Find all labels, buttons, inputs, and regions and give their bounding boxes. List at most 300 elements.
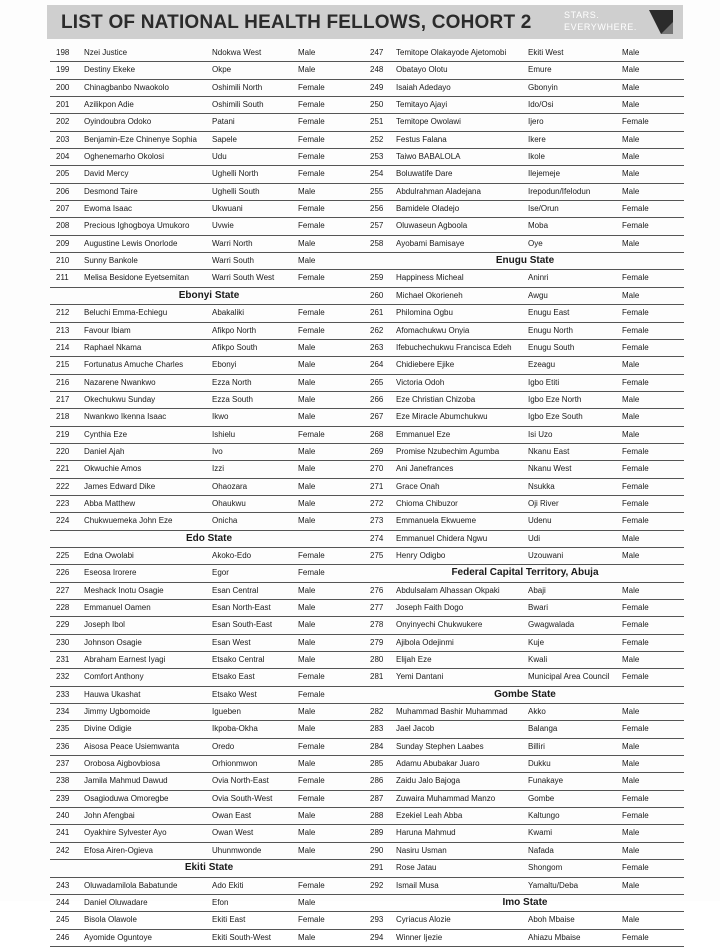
fellow-gender: Female bbox=[622, 793, 649, 803]
fellow-lga: Udenu bbox=[528, 516, 552, 526]
fellow-number: 256 bbox=[370, 204, 384, 214]
fellow-name: Victoria Odoh bbox=[396, 377, 445, 387]
fellow-lga: Kaltungo bbox=[528, 811, 560, 821]
fellow-name: Orobosa Aigbovbiosa bbox=[84, 759, 161, 769]
fellow-gender: Male bbox=[298, 655, 316, 665]
state-section-heading bbox=[366, 895, 684, 912]
fellow-lga: Udu bbox=[212, 152, 227, 162]
fellow-number: 239 bbox=[56, 793, 70, 803]
fellow-number: 282 bbox=[370, 707, 384, 717]
fellow-row bbox=[50, 270, 368, 287]
fellow-name: Obatayo Olotu bbox=[396, 65, 448, 75]
fellow-name: Osagioduwa Omoregbe bbox=[84, 793, 169, 803]
fellow-name: Raphael Nkama bbox=[84, 342, 142, 352]
fellow-number: 199 bbox=[56, 65, 70, 75]
fellow-row bbox=[50, 253, 368, 270]
fellow-name: Muhammad Bashir Muhammad bbox=[396, 707, 508, 717]
fellow-number: 253 bbox=[370, 152, 384, 162]
fellow-row bbox=[366, 531, 684, 548]
fellow-gender: Female bbox=[622, 498, 649, 508]
fellow-number: 276 bbox=[370, 585, 384, 595]
fellow-lga: Oji River bbox=[528, 498, 559, 508]
fellow-gender: Male bbox=[622, 394, 640, 404]
fellow-gender: Male bbox=[298, 811, 316, 821]
fellow-number: 236 bbox=[56, 741, 70, 751]
fellow-name: Zaidu Jalo Bajoga bbox=[396, 776, 461, 786]
fellow-name: Emmanuel Oamen bbox=[84, 603, 151, 612]
fellow-lga: Dukku bbox=[528, 759, 551, 769]
fellow-number: 243 bbox=[56, 880, 70, 890]
fellow-gender: Male bbox=[298, 516, 316, 526]
fellow-lga: Igbo Eze South bbox=[528, 412, 583, 422]
fellow-gender: Female bbox=[298, 308, 325, 318]
fellow-row bbox=[366, 843, 684, 860]
fellow-row bbox=[366, 97, 684, 114]
fellow-number: 292 bbox=[370, 880, 384, 890]
fellow-gender: Male bbox=[298, 603, 316, 612]
fellow-lga: Ndokwa West bbox=[212, 48, 262, 57]
fellow-name: Efosa Airen-Ogieva bbox=[84, 845, 153, 855]
fellow-number: 201 bbox=[56, 100, 70, 110]
fellow-number: 280 bbox=[370, 655, 384, 665]
fellow-name: Nazarene Nwankwo bbox=[84, 377, 156, 387]
fellow-lga: Oredo bbox=[212, 741, 235, 751]
fellow-lga: Ekiti South-West bbox=[212, 932, 271, 942]
fellow-lga: Igbo Eze North bbox=[528, 394, 582, 404]
fellow-row bbox=[50, 652, 368, 669]
fellow-row bbox=[366, 808, 684, 825]
fellow-number: 251 bbox=[370, 117, 384, 127]
fellow-gender: Female bbox=[298, 117, 325, 127]
fellow-name: Promise Nzubechim Agumba bbox=[396, 446, 500, 456]
fellow-name: Sunny Bankole bbox=[84, 256, 138, 266]
fellow-gender: Male bbox=[622, 134, 640, 144]
fellow-row bbox=[50, 773, 368, 790]
fellow-name: Emmanuela Ekwueme bbox=[396, 516, 477, 526]
fellow-lga: Onicha bbox=[212, 516, 238, 526]
fellow-row bbox=[50, 548, 368, 565]
fellow-lga: Ohaukwu bbox=[212, 498, 246, 508]
fellow-row bbox=[366, 704, 684, 721]
fellow-name: Azilikpon Adie bbox=[84, 100, 134, 110]
fellow-row bbox=[50, 323, 368, 340]
fellow-name: Comfort Anthony bbox=[84, 672, 144, 682]
fellow-number: 230 bbox=[56, 637, 70, 647]
state-section-heading bbox=[50, 288, 368, 305]
fellow-name: Oluwaseun Agboola bbox=[396, 221, 468, 231]
fellow-gender: Female bbox=[298, 134, 325, 144]
fellow-name: Taiwo BABALOLA bbox=[396, 152, 461, 162]
fellow-gender: Female bbox=[622, 464, 649, 474]
fellow-lga: Ovia North-East bbox=[212, 776, 269, 786]
fellow-number: 254 bbox=[370, 169, 384, 179]
fellow-number: 218 bbox=[56, 412, 70, 422]
fellow-lga: Afikpo South bbox=[212, 342, 258, 352]
fellow-row bbox=[366, 930, 684, 947]
fellow-gender: Male bbox=[622, 48, 640, 57]
fellow-name: John Afengbai bbox=[84, 811, 135, 821]
fellow-gender: Female bbox=[298, 568, 325, 578]
fellow-row bbox=[50, 45, 368, 62]
fellow-row bbox=[50, 166, 368, 183]
fellow-lga: Izzi bbox=[212, 464, 224, 474]
fellow-gender: Male bbox=[622, 915, 640, 925]
fellow-gender: Male bbox=[298, 65, 316, 75]
fellow-name: Fortunatus Amuche Charles bbox=[84, 360, 184, 370]
fellow-lga: Ikpoba-Okha bbox=[212, 724, 258, 734]
fellow-row bbox=[50, 409, 368, 426]
fellow-number: 263 bbox=[370, 342, 384, 352]
fellow-row bbox=[366, 201, 684, 218]
fellow-gender: Male bbox=[622, 82, 640, 92]
fellow-name: Abdulsalam Alhassan Okpaki bbox=[396, 585, 500, 595]
fellow-gender: Female bbox=[298, 550, 325, 560]
fellow-row bbox=[50, 114, 368, 131]
fellow-gender: Male bbox=[622, 533, 640, 543]
fellow-row bbox=[366, 617, 684, 634]
fellow-name: Boluwatife Dare bbox=[396, 169, 453, 179]
fellow-gender: Female bbox=[622, 342, 649, 352]
fellow-number: 214 bbox=[56, 342, 70, 352]
fellow-lga: Oshimili North bbox=[212, 82, 263, 92]
fellow-number: 210 bbox=[56, 256, 70, 266]
fellow-gender: Male bbox=[298, 186, 316, 196]
fellow-number: 216 bbox=[56, 377, 70, 387]
fellow-gender: Male bbox=[622, 169, 640, 179]
fellow-number: 255 bbox=[370, 186, 384, 196]
fellow-lga: Ovia South-West bbox=[212, 793, 273, 803]
fellow-name: Eze Christian Chizoba bbox=[396, 394, 476, 404]
fellow-lga: Billiri bbox=[528, 741, 545, 751]
fellow-row bbox=[50, 617, 368, 634]
fellow-lga: Ijero bbox=[528, 117, 544, 127]
fellow-number: 283 bbox=[370, 724, 384, 734]
fellow-number: 266 bbox=[370, 394, 384, 404]
fellow-row bbox=[366, 773, 684, 790]
fellow-lga: Akoko-Edo bbox=[212, 550, 252, 560]
fellow-gender: Female bbox=[298, 429, 325, 439]
fellow-gender: Female bbox=[298, 204, 325, 214]
fellow-name: Chidiebere Ejike bbox=[396, 360, 455, 370]
fellow-name: Temitope Owolawi bbox=[396, 117, 461, 127]
fellow-gender: Female bbox=[622, 204, 649, 214]
fellow-name: Chinagbanbo Nwaokolo bbox=[84, 82, 169, 92]
fellow-lga: Oye bbox=[528, 238, 543, 248]
fellow-gender: Male bbox=[298, 377, 316, 387]
fellow-number: 205 bbox=[56, 169, 70, 179]
fellow-lga: Kuje bbox=[528, 637, 545, 647]
fellow-name: Jael Jacob bbox=[396, 724, 435, 734]
fellow-row bbox=[50, 895, 368, 912]
fellow-gender: Male bbox=[622, 429, 640, 439]
fellow-lga: Uhunmwonde bbox=[212, 845, 262, 855]
fellow-name: Sunday Stephen Laabes bbox=[396, 741, 484, 751]
fellow-row bbox=[50, 739, 368, 756]
fellow-gender: Female bbox=[298, 221, 325, 231]
fellow-number: 277 bbox=[370, 603, 384, 612]
state-name: Federal Capital Territory, Abuja bbox=[451, 567, 599, 579]
fellow-row bbox=[50, 149, 368, 166]
fellow-name: Abdulrahman Aladejana bbox=[396, 186, 481, 196]
fellow-row bbox=[366, 496, 684, 513]
fellow-row bbox=[50, 132, 368, 149]
fellow-lga: Ohaozara bbox=[212, 481, 248, 491]
fellow-name: David Mercy bbox=[84, 169, 129, 179]
fellow-name: Oghenemarho Okolosi bbox=[84, 152, 165, 162]
fellow-name: Ewoma Isaac bbox=[84, 204, 133, 214]
state-section-heading bbox=[366, 253, 684, 270]
fellow-row bbox=[366, 600, 684, 617]
fellow-number: 274 bbox=[370, 533, 384, 543]
fellow-gender: Male bbox=[622, 585, 640, 595]
fellow-row bbox=[50, 305, 368, 322]
fellows-list-right bbox=[366, 45, 684, 947]
fellow-number: 265 bbox=[370, 377, 384, 387]
fellow-lga: Aninri bbox=[528, 273, 549, 283]
fellow-gender: Male bbox=[298, 637, 316, 647]
fellow-name: Joseph Faith Dogo bbox=[396, 603, 464, 612]
fellow-row bbox=[50, 62, 368, 79]
fellow-number: 249 bbox=[370, 82, 384, 92]
fellow-gender: Male bbox=[622, 845, 640, 855]
fellow-gender: Male bbox=[298, 759, 316, 769]
fellow-row bbox=[50, 340, 368, 357]
fellow-name: Bamidele Oladejo bbox=[396, 204, 460, 214]
fellow-gender: Female bbox=[622, 724, 649, 734]
fellow-number: 286 bbox=[370, 776, 384, 786]
fellow-lga: Ikwo bbox=[212, 412, 229, 422]
fellow-lga: Afikpo North bbox=[212, 325, 257, 335]
fellow-name: Happiness Micheal bbox=[396, 273, 464, 283]
fellow-row bbox=[50, 843, 368, 860]
fellow-gender: Male bbox=[622, 828, 640, 838]
fellow-row bbox=[50, 721, 368, 738]
fellow-row bbox=[366, 461, 684, 478]
fellow-gender: Female bbox=[298, 82, 325, 92]
fellow-number: 279 bbox=[370, 637, 384, 647]
fellow-row bbox=[366, 166, 684, 183]
fellow-gender: Male bbox=[622, 759, 640, 769]
fellow-number: 232 bbox=[56, 672, 70, 682]
fellow-lga: Igueben bbox=[212, 707, 241, 717]
fellow-gender: Male bbox=[298, 481, 316, 491]
fellow-lga: Udi bbox=[528, 533, 541, 543]
fellow-number: 222 bbox=[56, 481, 70, 491]
fellow-name: Elijah Eze bbox=[396, 655, 432, 665]
fellow-row bbox=[366, 652, 684, 669]
fellow-lga: Funakaye bbox=[528, 776, 564, 786]
fellow-lga: Esan West bbox=[212, 637, 251, 647]
fellow-name: Philomina Ogbu bbox=[396, 308, 453, 318]
fellow-row bbox=[366, 80, 684, 97]
fellow-number: 227 bbox=[56, 585, 70, 595]
fellow-lga: Awgu bbox=[528, 290, 548, 300]
fellow-lga: Etsako West bbox=[212, 689, 257, 699]
fellow-number: 204 bbox=[56, 152, 70, 162]
fellow-number: 207 bbox=[56, 204, 70, 214]
fellow-gender: Male bbox=[298, 707, 316, 717]
fellow-row bbox=[366, 825, 684, 842]
fellow-lga: Egor bbox=[212, 568, 229, 578]
fellow-name: Temitope Olakayode Ajetomobi bbox=[396, 48, 507, 57]
fellow-number: 203 bbox=[56, 134, 70, 144]
fellow-name: Eseosa Irorere bbox=[84, 568, 137, 578]
fellow-gender: Female bbox=[298, 152, 325, 162]
fellow-row bbox=[366, 218, 684, 235]
fellow-lga: Kwali bbox=[528, 655, 548, 665]
fellow-name: Bisola Olawole bbox=[84, 915, 137, 925]
fellow-lga: Uvwie bbox=[212, 221, 234, 231]
fellow-name: Rose Jatau bbox=[396, 863, 437, 873]
fellow-name: Ayomide Oguntoye bbox=[84, 932, 152, 942]
fellow-lga: Warri South bbox=[212, 256, 254, 266]
fellow-number: 206 bbox=[56, 186, 70, 196]
page-header bbox=[47, 5, 683, 39]
fellow-name: Beluchi Emma-Echiegu bbox=[84, 308, 168, 318]
fellow-lga: Ishielu bbox=[212, 429, 236, 439]
fellow-lga: Esan South-East bbox=[212, 620, 273, 630]
fellow-lga: Ebonyi bbox=[212, 360, 237, 370]
fellow-lga: Warri South West bbox=[212, 273, 275, 283]
fellow-row bbox=[366, 340, 684, 357]
fellow-row bbox=[366, 392, 684, 409]
fellow-number: 213 bbox=[56, 325, 70, 335]
fellow-row bbox=[366, 583, 684, 600]
fellow-gender: Male bbox=[298, 620, 316, 630]
state-name: Ekiti State bbox=[184, 862, 234, 874]
fellow-number: 198 bbox=[56, 48, 70, 57]
fellow-name: Cyriacus Alozie bbox=[396, 915, 451, 925]
fellow-gender: Female bbox=[298, 689, 325, 699]
fellow-gender: Male bbox=[298, 897, 316, 907]
fellow-number: 248 bbox=[370, 65, 384, 75]
state-name: Ebonyi State bbox=[178, 289, 240, 301]
fellow-lga: Balanga bbox=[528, 724, 558, 734]
fellow-lga: Efon bbox=[212, 897, 229, 907]
state-section-heading bbox=[50, 531, 368, 548]
fellow-gender: Male bbox=[298, 585, 316, 595]
fellow-lga: Irepodun/Ifelodun bbox=[528, 186, 591, 196]
fellow-row bbox=[50, 444, 368, 461]
fellow-number: 233 bbox=[56, 689, 70, 699]
fellow-gender: Male bbox=[622, 550, 640, 560]
fellow-number: 262 bbox=[370, 325, 384, 335]
fellow-name: Chioma Chibuzor bbox=[396, 498, 458, 508]
fellow-name: Johnson Osagie bbox=[84, 637, 142, 647]
fellow-name: Benjamin-Eze Chinenye Sophia bbox=[84, 134, 197, 144]
fellow-lga: Gwagwalada bbox=[528, 620, 575, 630]
fellow-gender: Female bbox=[622, 811, 649, 821]
fellow-name: Meshack Inotu Osagie bbox=[84, 585, 164, 595]
fellow-number: 219 bbox=[56, 429, 70, 439]
fellow-row bbox=[366, 288, 684, 305]
fellow-gender: Male bbox=[622, 238, 640, 248]
fellow-name: Favour Ibiam bbox=[84, 325, 131, 335]
fellow-name: Augustine Lewis Onorlode bbox=[84, 238, 178, 248]
fellow-lga: Owan West bbox=[212, 828, 254, 838]
fellow-number: 212 bbox=[56, 308, 70, 318]
fellow-row bbox=[50, 218, 368, 235]
fellow-name: Desmond Taire bbox=[84, 186, 138, 196]
fellow-lga: Ezza South bbox=[212, 394, 253, 404]
fellow-gender: Male bbox=[622, 655, 640, 665]
fellow-row bbox=[366, 375, 684, 392]
fellow-number: 258 bbox=[370, 238, 384, 248]
fellow-gender: Male bbox=[298, 412, 316, 422]
fellow-gender: Female bbox=[298, 915, 325, 925]
fellow-lga: Municipal Area Council bbox=[528, 672, 610, 682]
fellow-number: 289 bbox=[370, 828, 384, 838]
fellow-gender: Female bbox=[622, 273, 649, 283]
fellow-number: 267 bbox=[370, 412, 384, 422]
fellow-name: Destiny Ekeke bbox=[84, 65, 136, 75]
fellow-row bbox=[366, 45, 684, 62]
fellow-gender: Male bbox=[622, 186, 640, 196]
fellow-name: Temitayo Ajayi bbox=[396, 100, 448, 110]
fellow-row bbox=[366, 114, 684, 131]
fellow-gender: Male bbox=[622, 100, 640, 110]
fellows-list-left bbox=[50, 45, 368, 947]
fellow-gender: Female bbox=[622, 863, 649, 873]
fellow-lga: Nsukka bbox=[528, 481, 555, 491]
fellow-gender: Female bbox=[622, 620, 649, 630]
fellow-gender: Female bbox=[622, 221, 649, 231]
fellow-name: Henry Odigbo bbox=[396, 550, 446, 560]
fellow-number: 294 bbox=[370, 932, 384, 942]
fellow-lga: Enugu North bbox=[528, 325, 573, 335]
fellow-number: 223 bbox=[56, 498, 70, 508]
fellow-gender: Male bbox=[298, 394, 316, 404]
fellow-name: Haruna Mahmud bbox=[396, 828, 456, 838]
fellow-row bbox=[366, 357, 684, 374]
fellow-lga: Uzouwani bbox=[528, 550, 564, 560]
fellow-gender: Male bbox=[622, 776, 640, 786]
fellow-row bbox=[50, 461, 368, 478]
fellow-row bbox=[50, 878, 368, 895]
fellow-lga: Gombe bbox=[528, 793, 555, 803]
fellow-name: Jimmy Ugbomoide bbox=[84, 707, 151, 717]
fellow-number: 285 bbox=[370, 759, 384, 769]
fellow-gender: Male bbox=[622, 290, 640, 300]
fellow-gender: Male bbox=[622, 741, 640, 751]
fellow-row bbox=[50, 513, 368, 530]
fellow-number: 238 bbox=[56, 776, 70, 786]
fellow-lga: Orhionmwon bbox=[212, 759, 258, 769]
fellow-name: Edna Owolabi bbox=[84, 550, 134, 560]
fellow-name: Cynthia Eze bbox=[84, 429, 128, 439]
fellow-lga: Ido/Osi bbox=[528, 100, 554, 110]
fellow-name: Yemi Dantani bbox=[396, 672, 444, 682]
fellow-lga: Nkanu East bbox=[528, 446, 570, 456]
fellow-name: Abba Matthew bbox=[84, 498, 136, 508]
fellow-gender: Male bbox=[298, 446, 316, 456]
fellow-row bbox=[50, 704, 368, 721]
fellow-name: Jamila Mahmud Dawud bbox=[84, 776, 168, 786]
fellow-row bbox=[50, 427, 368, 444]
fellow-gender: Female bbox=[622, 603, 649, 612]
fellow-gender: Female bbox=[622, 325, 649, 335]
fellow-name: Nasiru Usman bbox=[396, 845, 447, 855]
fellow-gender: Male bbox=[622, 707, 640, 717]
fellow-number: 275 bbox=[370, 550, 384, 560]
fellow-number: 221 bbox=[56, 464, 70, 474]
state-section-heading bbox=[366, 687, 684, 704]
fellow-name: Ani Janefrances bbox=[396, 464, 454, 474]
fellow-gender: Male bbox=[622, 360, 640, 370]
fellow-number: 281 bbox=[370, 672, 384, 682]
fellow-row bbox=[50, 600, 368, 617]
fellow-number: 287 bbox=[370, 793, 384, 803]
